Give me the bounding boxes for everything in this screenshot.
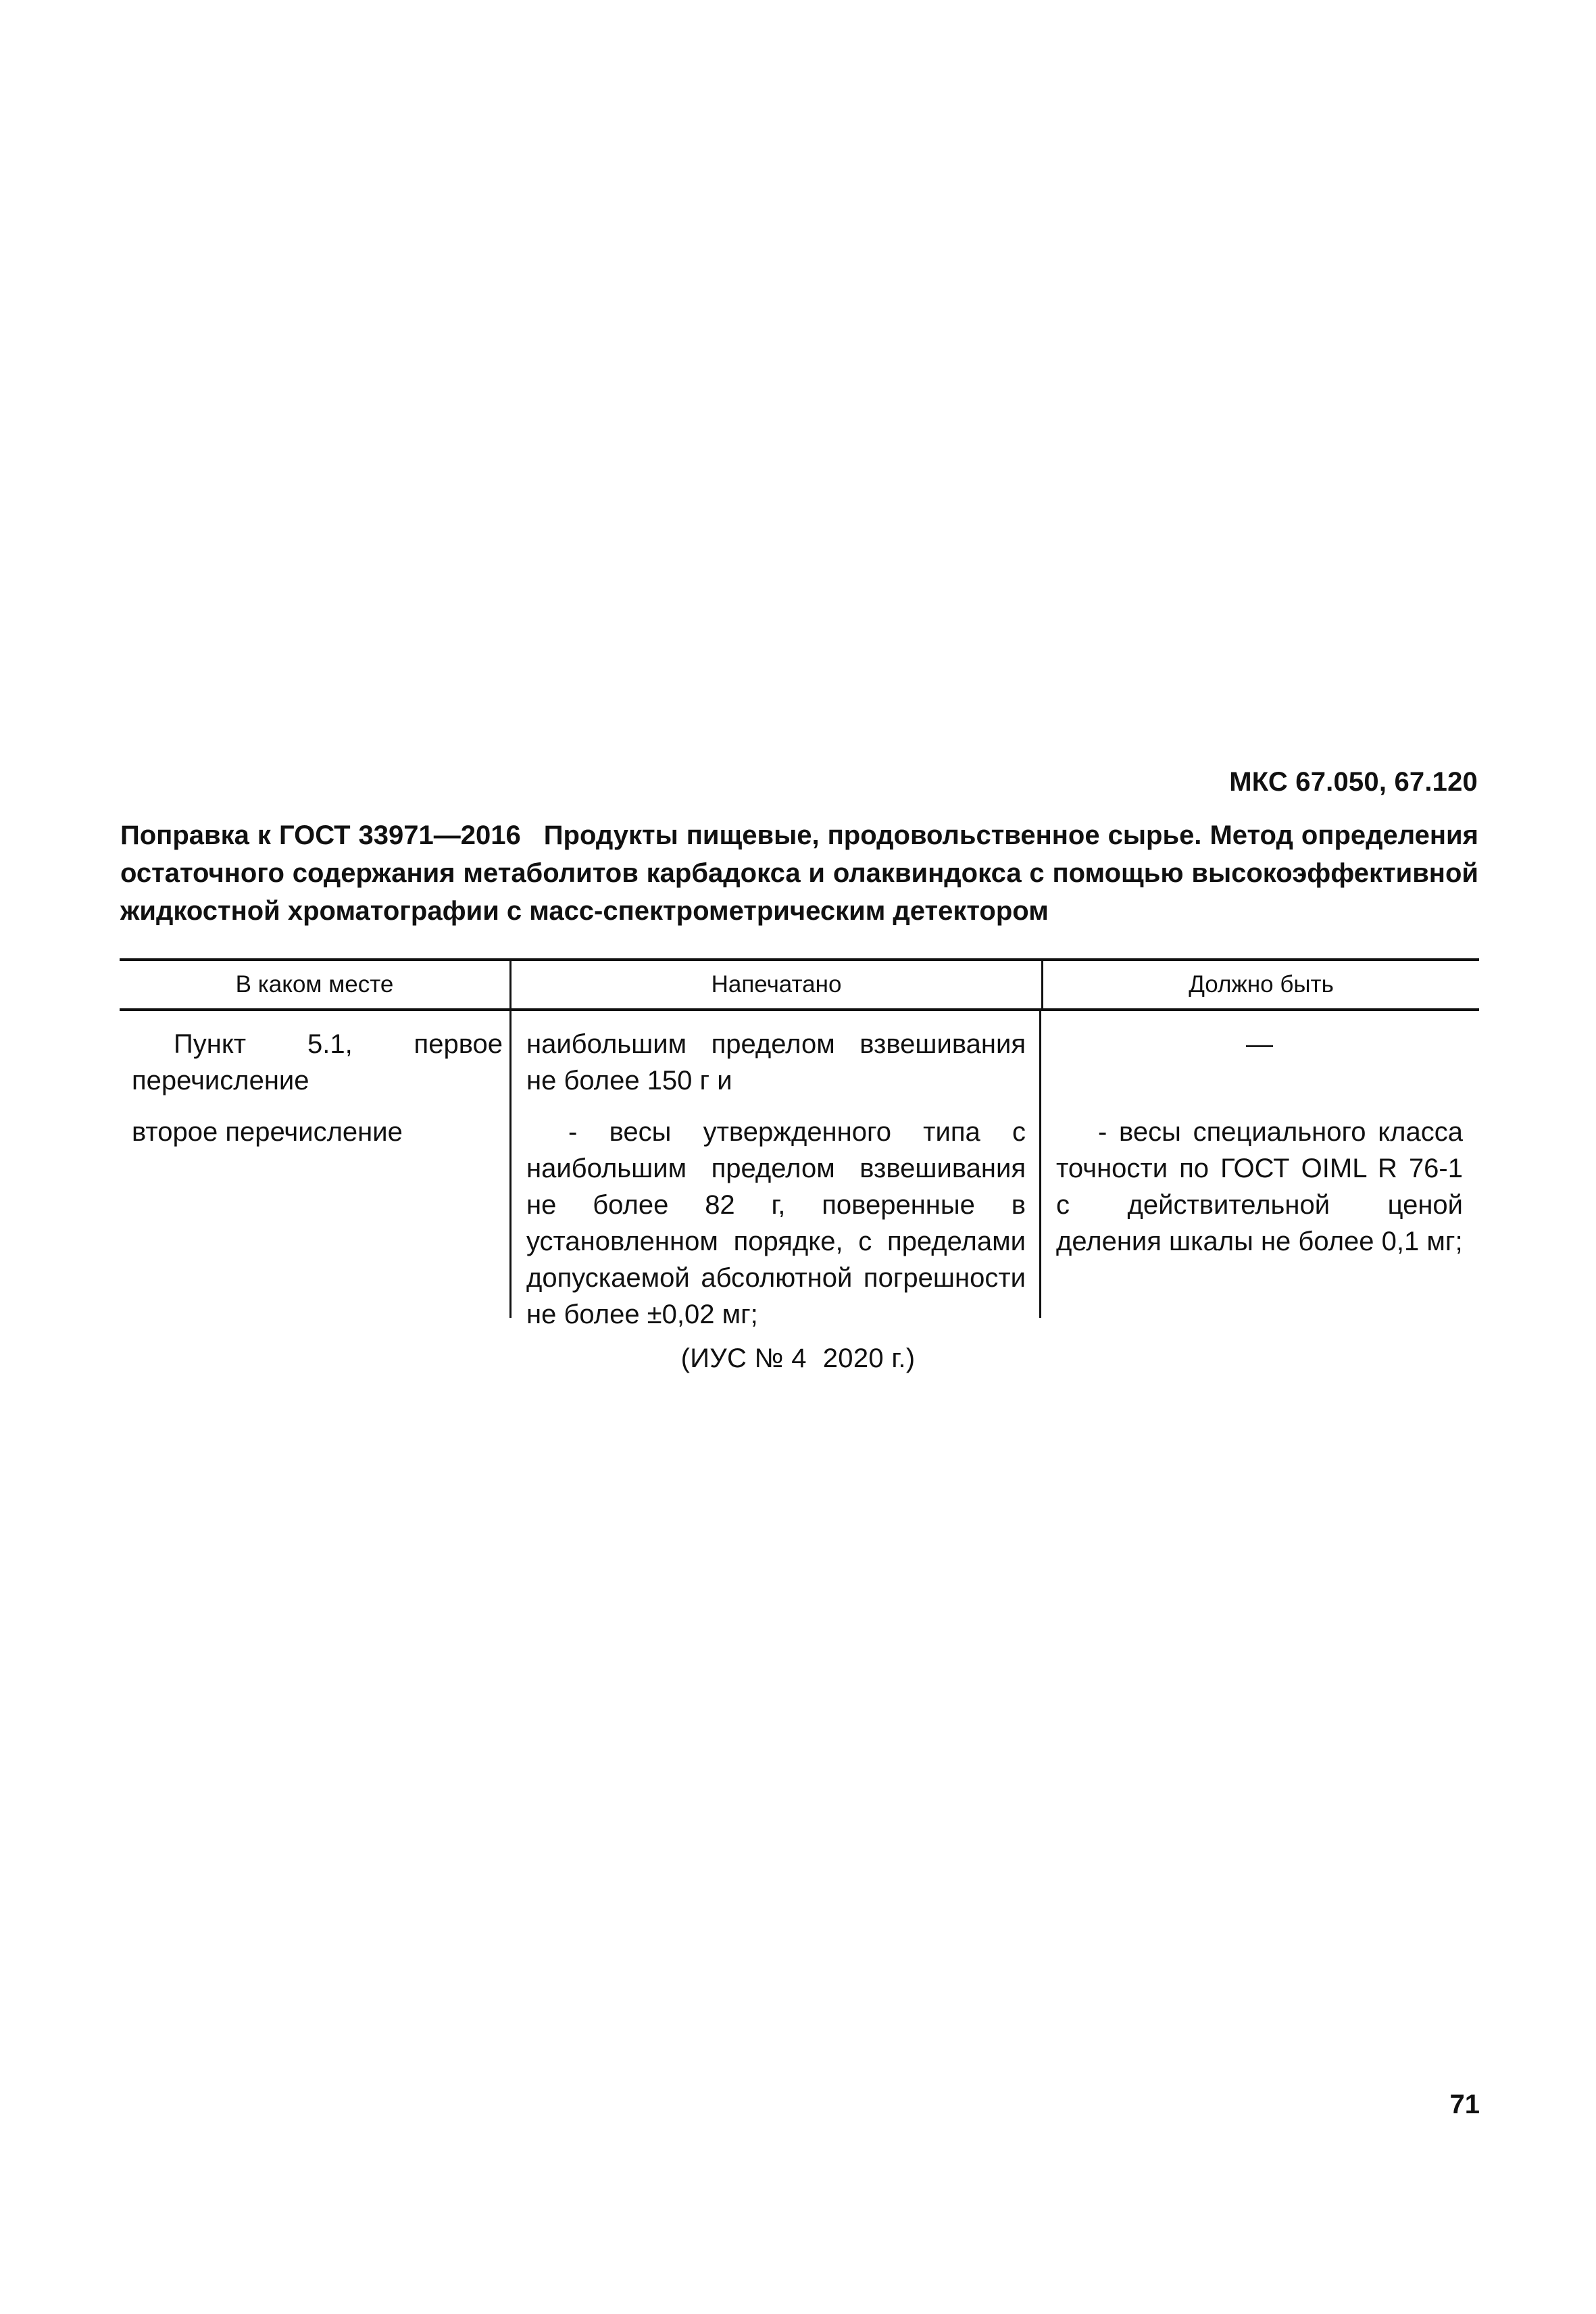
header-place: В каком месте (235, 971, 394, 998)
title-gost: Поправка к ГОСТ 33971—2016 (120, 820, 521, 850)
table-header (120, 958, 1479, 1011)
ius-reference (0, 1344, 1596, 1374)
ius-number: (ИУС № 4 (680, 1344, 807, 1373)
header-should-be: Должно быть (1041, 961, 1479, 1008)
cell-should-be: - весы специального класса точности по ГОСТ OIML R 76-1 с действительной ценой деления шкалы не более 0,1 мг; (1039, 1114, 1475, 1318)
ius-year: 2020 г.) (822, 1344, 916, 1373)
header-printed: Напечатано (509, 961, 1041, 1008)
cell-place: Пункт 5.1, первое перечисление (132, 1029, 503, 1096)
cell-should-be: — (1039, 1011, 1475, 1114)
cell-place: второе перечисление (132, 1117, 403, 1147)
table-row (120, 1011, 1479, 1114)
cell-printed: - весы утвержденного типа с наибольшим пределом взвешивания не более 82 г, поверенные в установленном порядке, с пределами допускаемой абсолютной погрешности не более ±0,02 мг; (509, 1114, 1039, 1318)
cell-printed: наибольшим пределом взвешивания не более 150 г и (509, 1011, 1039, 1114)
document-title (120, 816, 1478, 930)
mks-code: МКС 67.050, 67.120 (1229, 767, 1478, 797)
title-text: Продукты пищевые, продовольственное сырье. Метод определения остаточного содержания метаболитов карбадокса и олаквиндокса с помощью высокоэффективной жидкостной хроматографии с масс-спектрометрическим детектором (120, 820, 1478, 926)
table-row (120, 1114, 1479, 1329)
corrections-table (120, 958, 1479, 1329)
page-number: 71 (1449, 2090, 1480, 2119)
